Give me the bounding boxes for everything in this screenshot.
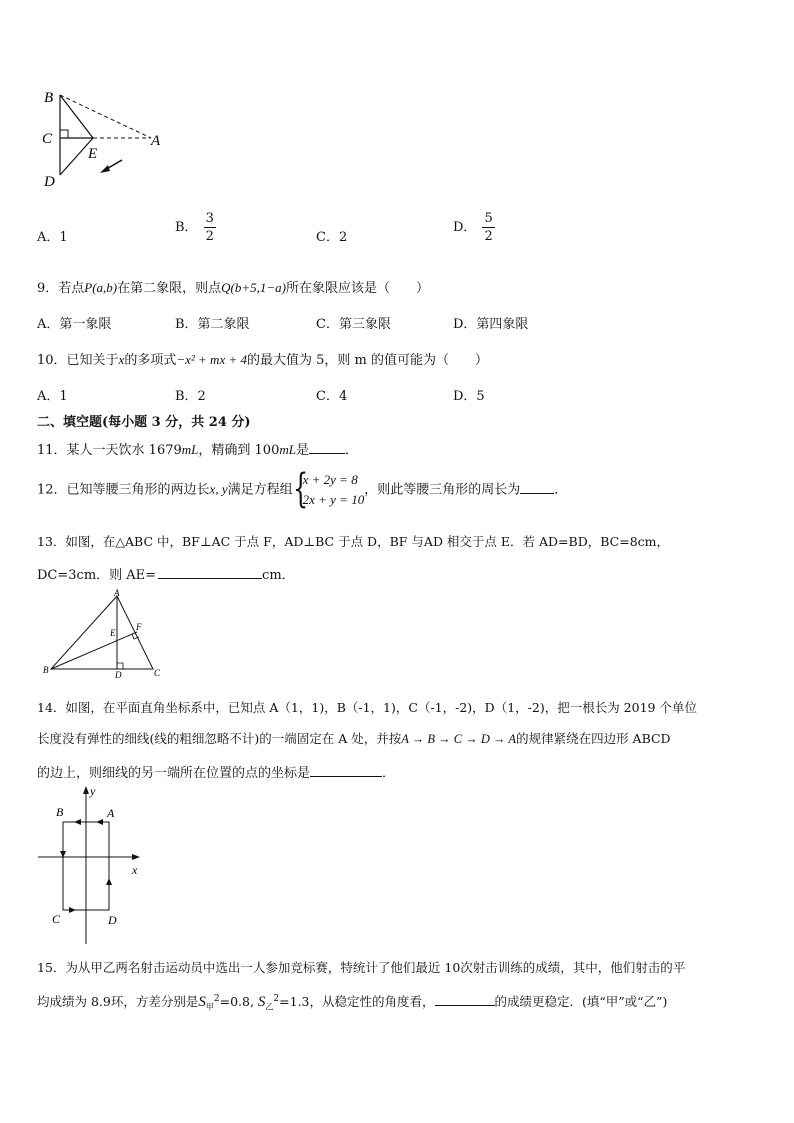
q11-text-2: ，精确到 100: [198, 443, 280, 458]
q15-text-4: 的成绩更稳定．(填“甲”或“乙”): [494, 994, 668, 1009]
q9-text-1: 9．若点: [37, 281, 85, 296]
q12-text-4: ．: [554, 482, 568, 498]
label-d: D: [115, 670, 122, 680]
q9-text-3: 所在象限应该是（ ）: [286, 281, 430, 296]
q14-text-2: 的规律紧绕在四边形 ABCD: [516, 731, 671, 746]
arrow-right-side: [106, 878, 112, 885]
q13-text-2: cm．: [262, 568, 295, 583]
q9-option-d[interactable]: D．第四象限: [453, 317, 529, 332]
label-b: B: [44, 90, 54, 106]
q15-line-1: 15．为从甲乙两名射击运动员中选出一人参加竞标赛，特统计了他们最近 10次射击训练的成绩，其中，他们射击的平: [37, 960, 686, 975]
q11-text-1: 11．某人一天饮水 1679: [37, 443, 182, 458]
motion-arrowhead: [100, 165, 110, 173]
q10-polynomial: −x² + mx + 4: [176, 352, 247, 367]
label-e: E: [110, 628, 116, 638]
q9-stem: [37, 277, 429, 296]
q11-answer-blank[interactable]: [309, 441, 345, 454]
label-f: F: [136, 622, 142, 632]
label-c: C: [154, 668, 161, 678]
right-angle-mark-d: [117, 663, 123, 669]
triangle-abc: [51, 596, 153, 669]
q9-option-a[interactable]: A．第一象限: [37, 317, 112, 332]
q8-option-b[interactable]: [175, 212, 216, 243]
label-a: A: [107, 806, 115, 820]
q15-text-2: =0.8,: [219, 994, 254, 1009]
q15-text-1: 均成绩为 8.9环，方差分别是: [37, 994, 199, 1009]
q15-line-2: [37, 992, 667, 1013]
q8-option-b-label: B．: [175, 220, 198, 235]
label-e: E: [88, 146, 98, 162]
x-axis-arrowhead: [132, 854, 140, 860]
label-d: D: [44, 174, 55, 190]
q10-option-a[interactable]: A．1: [37, 389, 68, 404]
label-a: A: [114, 588, 120, 598]
q12-answer-blank[interactable]: [520, 481, 554, 494]
label-b: B: [43, 665, 49, 675]
q13-text-1: DC=3cm．则 AE=: [37, 568, 157, 583]
q11-text-4: ．: [344, 443, 358, 458]
q9-text-2: 在第二象限，则点: [117, 281, 222, 296]
q8-option-d[interactable]: [453, 212, 495, 243]
q12-stem: [37, 466, 568, 512]
fraction-denominator: 2: [484, 229, 493, 244]
q12-vars: x, y: [209, 481, 228, 497]
q10-option-d[interactable]: D．5: [453, 389, 485, 404]
q12-equation-1: x + 2y = 8: [302, 472, 358, 487]
q12-text-2: 满足方程组: [227, 482, 293, 498]
q14-answer-blank[interactable]: [310, 764, 382, 777]
q11-unit-2: mL: [279, 442, 296, 457]
label-x: x: [132, 863, 138, 877]
segment-bf: [51, 632, 137, 669]
q11-text-3: 是: [295, 443, 309, 458]
q12-equation-2: 2x + y = 10: [302, 492, 365, 507]
q14-text-4: ．: [382, 766, 396, 781]
q9-point-q: Q(b+5,1−a): [221, 280, 286, 295]
fraction-denominator: 2: [205, 229, 214, 244]
q15-square-jia: 2: [213, 993, 220, 1004]
q8-option-d-label: D．: [453, 220, 477, 235]
q10-stem: [37, 349, 488, 368]
q15-text-3: =1.3，从稳定性的角度看，: [279, 994, 435, 1009]
section-heading-fill-in: 二、填空题(每小题 3 分，共 24 分): [37, 415, 251, 430]
label-c: C: [42, 131, 53, 147]
q14-line-3: [37, 762, 395, 781]
q11-unit-1: mL: [181, 442, 199, 457]
label-y: y: [90, 784, 96, 798]
q12-text-3: ，则此等腰三角形的周长为: [364, 482, 521, 498]
q10-option-b[interactable]: B．2: [175, 389, 206, 404]
q10-text-1: 10．已知关于: [37, 353, 119, 368]
q15-variance-symbol-jia: S: [198, 994, 206, 1010]
brace-icon: {: [292, 466, 308, 512]
q8-figure: [38, 85, 168, 190]
q13-line-1: 13．如图，在△ABC 中，BF⊥AC 于点 F，AD⊥BC 于点 D，BF 与AD 相交于点 E．若 AD=BD，BC=8cm，: [37, 534, 670, 549]
q8-option-a[interactable]: A．1: [37, 230, 68, 245]
arrow-top-left: [74, 819, 81, 825]
q15-answer-blank[interactable]: [435, 993, 495, 1006]
q10-var-x: x: [118, 352, 125, 367]
label-c: C: [52, 912, 61, 926]
q9-option-c[interactable]: C．第三象限: [316, 317, 391, 332]
q8-option-b-fraction: [204, 212, 216, 243]
q15-square-yi: 2: [273, 993, 280, 1004]
segment-ba: [60, 95, 151, 138]
fraction-numerator: 5: [484, 211, 493, 226]
q12-text-1: 12．已知等腰三角形的两边长: [37, 482, 210, 498]
q8-option-d-fraction: [482, 212, 494, 243]
q14-path: A → B → C → D → A: [401, 732, 517, 746]
q15-subscript-jia: 甲: [205, 1002, 214, 1012]
label-b: B: [56, 805, 64, 819]
q12-equation-system: [292, 466, 365, 512]
q13-figure: [40, 588, 170, 680]
q9-point-p: P(a,b): [84, 280, 118, 295]
q11-stem: [37, 439, 358, 458]
q15-variance-symbol-yi: S: [257, 994, 266, 1010]
q10-text-2: 的多项式: [124, 353, 177, 368]
right-angle-mark: [60, 130, 68, 138]
q9-option-b[interactable]: B．第二象限: [175, 317, 250, 332]
q14-figure: [36, 784, 156, 950]
arrow-top-right: [96, 819, 103, 825]
q15-subscript-yi: 乙: [265, 1002, 274, 1012]
fraction-numerator: 3: [205, 211, 214, 226]
q10-text-3: 的最大值为 5，则 m 的值可能为（ ）: [247, 353, 488, 368]
q14-line-2: [37, 729, 671, 747]
q10-option-c[interactable]: C．4: [316, 389, 348, 404]
q14-text-3: 的边上，则细线的另一端所在位置的点的坐标是: [37, 766, 311, 781]
label-d: D: [108, 913, 117, 927]
q13-line-2: [37, 564, 295, 583]
y-axis-arrowhead: [83, 786, 89, 794]
q13-answer-blank[interactable]: [158, 566, 262, 579]
label-a: A: [151, 133, 161, 149]
q8-option-c[interactable]: C．2: [316, 230, 348, 245]
segment-be: [60, 95, 93, 138]
q14-text-1: 长度没有弹性的细线(线的粗细忽略不计)的一端固定在 A 处，并按: [37, 731, 402, 746]
q14-line-1: 14．如图，在平面直角坐标系中，已知点 A（1，1)，B（-1，1)，C（-1，-2)，D（1，-2)，把一根长为 2019 个单位: [37, 700, 697, 715]
arrow-bottom-left: [69, 907, 76, 913]
